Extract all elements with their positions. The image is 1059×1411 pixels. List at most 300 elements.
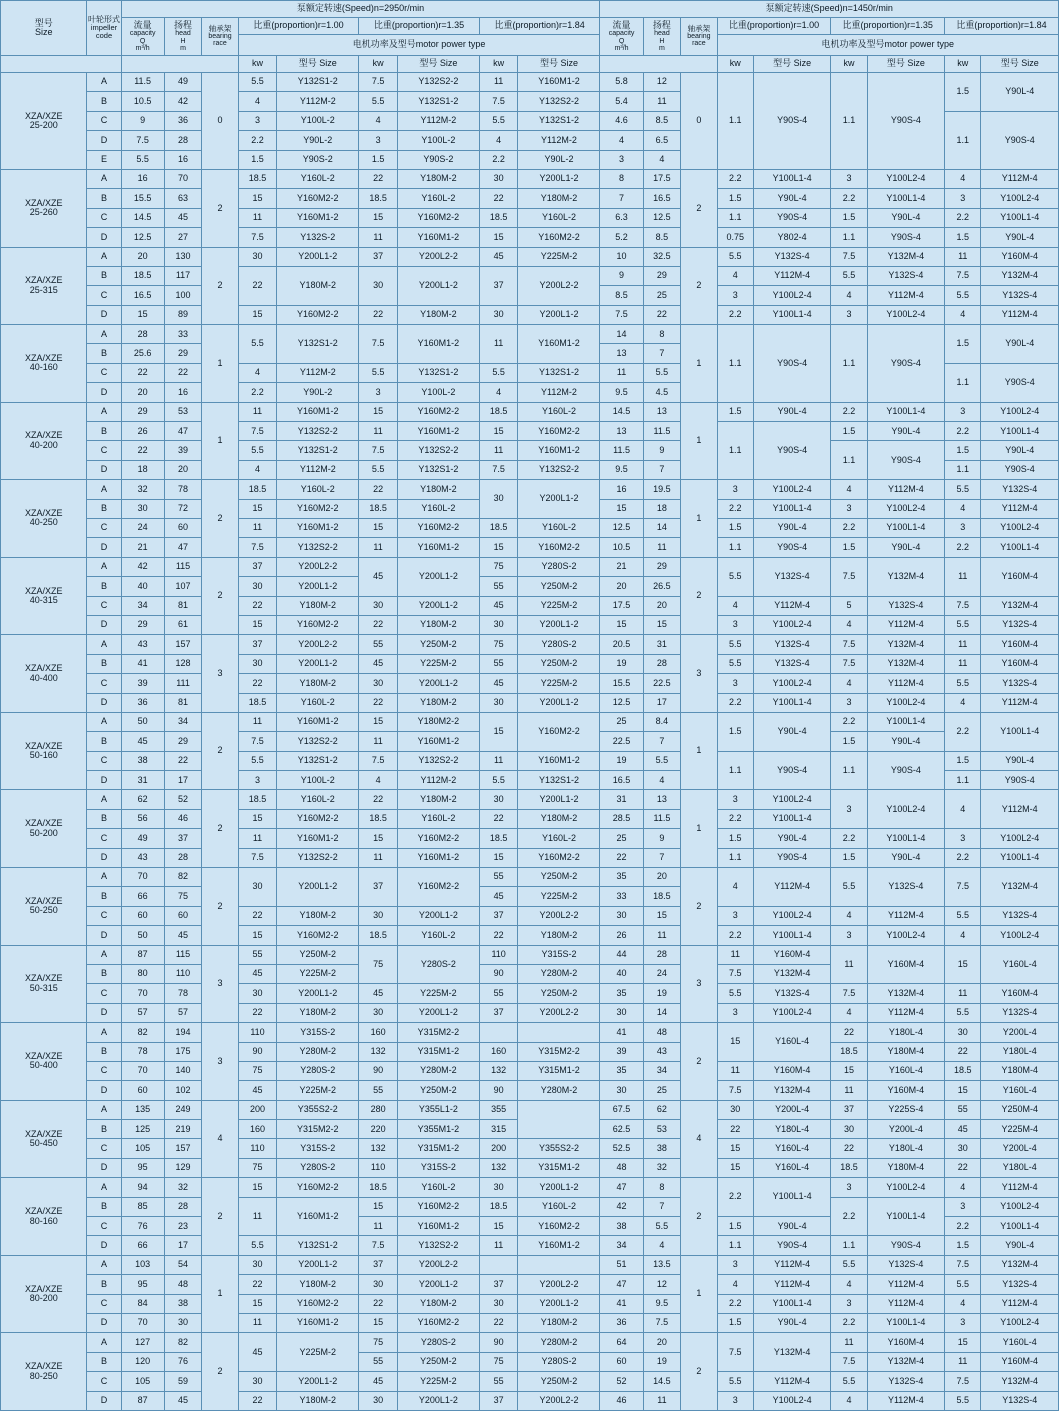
kw-r135-2950-cell: 3 [359,383,398,402]
motor-r184-1450-cell: Y132S-4 [981,286,1059,305]
motor-r100-2950-cell: Y225M-2 [277,1081,359,1100]
table-row [1,1023,1059,1042]
motor-r100-2950-cell: Y132S1-2 [277,441,359,460]
motor-r184-2950-cell: Y160M1-2 [518,73,600,92]
motor-r135-2950-cell: Y180M-2 [397,790,479,809]
kw-r184-2950-cell: 45 [479,596,518,615]
header-head-1 [164,18,202,56]
kw-r184-1450-cell: 5.5 [945,615,981,634]
header-head-en2: H [180,37,186,45]
flow-2950-cell: 11.5 [121,73,164,92]
pump-model-cell [1,635,87,713]
motor-r100-1450-cell: Y180L-4 [753,1120,830,1139]
pump-model-cell [1,1333,87,1411]
kw-r184-1450-cell: 4 [945,1294,981,1313]
head-2950-cell: 17 [164,1236,202,1255]
flow-1450-cell: 15 [600,615,643,634]
motor-r135-1450-cell: Y100L2-4 [867,693,944,712]
motor-r100-2950-cell: Y200L1-2 [277,1372,359,1391]
kw-r100-2950-cell: 15 [238,926,277,945]
motor-r135-2950-cell: Y160M1-2 [397,325,479,364]
motor-r135-2950-cell: Y180M-2 [397,169,479,188]
kw-r184-2950-cell: 132 [479,1061,518,1080]
flow-2950-cell: 18.5 [121,266,164,285]
motor-r184-2950-cell: Y160M1-2 [518,441,600,460]
head-2950-cell: 76 [164,1352,202,1371]
kw-r135-2950-cell: 55 [359,635,398,654]
kw-r135-2950-cell: 7.5 [359,441,398,460]
motor-r184-2950-cell: Y200L1-2 [518,305,600,324]
kw-r184-1450-cell: 4 [945,169,981,188]
bearing-2950-cell: 3 [202,635,238,713]
motor-r184-2950-cell: Y280S-2 [518,1352,600,1371]
kw-r100-2950-cell: 75 [238,1158,277,1177]
motor-r184-2950-cell: Y225M-2 [518,247,600,266]
motor-r184-1450-cell: Y160L-4 [981,1081,1059,1100]
head-2950-cell: 16 [164,150,202,169]
motor-r135-1450-cell: Y90S-4 [867,1236,944,1255]
motor-r135-1450-cell: Y100L2-4 [867,499,944,518]
table-row [1,906,1059,925]
pump-model-line: XZA/XZE [24,508,63,519]
kw-r135-2950-cell: 30 [359,906,398,925]
head-2950-cell: 45 [164,926,202,945]
motor-r135-1450-cell: Y132M-4 [867,635,944,654]
kw-r184-2950-cell: 30 [479,305,518,324]
header-head-en3: m [180,44,186,52]
bearing-2950-cell: 4 [202,1100,238,1178]
motor-r184-1450-cell: Y100L1-4 [981,848,1059,867]
kw-r100-2950-cell: 7.5 [238,538,277,557]
head-1450-cell: 26.5 [643,577,681,596]
kw-r135-2950-cell: 15 [359,1197,398,1216]
motor-r100-2950-cell: Y160M1-2 [277,208,359,227]
head-2950-cell: 110 [164,964,202,983]
flow-1450-cell: 36 [600,1314,643,1333]
motor-r184-2950-cell: Y180M-2 [518,1314,600,1333]
flow-1450-cell: 35 [600,868,643,887]
kw-r100-1450-cell: 1.5 [717,189,753,208]
table-row [1,1061,1059,1080]
head-2950-cell: 81 [164,693,202,712]
motor-r184-2950-cell: Y315M2-2 [518,1042,600,1061]
kw-r100-2950-cell: 110 [238,1023,277,1042]
motor-r100-2950-cell: Y100L-2 [277,771,359,790]
flow-1450-cell: 42 [600,1197,643,1216]
kw-r100-2950-cell: 15 [238,615,277,634]
kw-r184-1450-cell: 22 [945,1042,981,1061]
head-2950-cell: 28 [164,1197,202,1216]
header-speed-1450: 泵额定转速(Speed)n=1450r/min [600,1,1059,18]
kw-r135-1450-cell: 3 [831,169,867,188]
motor-r184-2950-cell: Y200L2-2 [518,906,600,925]
kw-r100-2950-cell: 22 [238,1275,277,1294]
flow-1450-cell: 46 [600,1391,643,1410]
motor-r184-1450-cell: Y90L-4 [981,1236,1059,1255]
flow-2950-cell: 9 [121,111,164,130]
head-1450-cell: 11 [643,926,681,945]
head-1450-cell: 7 [643,1197,681,1216]
kw-r100-2950-cell: 2.2 [238,131,277,150]
kw-r100-1450-cell: 1.5 [717,1314,753,1333]
motor-r100-1450-cell: Y100L2-4 [753,1391,830,1410]
flow-2950-cell: 84 [121,1294,164,1313]
head-2950-cell: 129 [164,1158,202,1177]
pump-model-line: 50-250 [29,905,58,916]
pump-model-line: XZA/XZE [24,585,63,596]
flow-2950-cell: 95 [121,1158,164,1177]
head-1450-cell: 19 [643,984,681,1003]
motor-r100-2950-cell: Y160M2-2 [277,305,359,324]
table-row [1,1275,1059,1294]
kw-r135-2950-cell: 220 [359,1120,398,1139]
head-1450-cell: 13 [643,790,681,809]
motor-r135-1450-cell: Y90L-4 [867,422,944,441]
header-impeller-cn: 叶轮形式 [87,14,120,24]
motor-r100-2950-cell: Y160L-2 [277,693,359,712]
motor-r100-2950-cell: Y200L2-2 [277,635,359,654]
motor-r184-1450-cell: Y100L2-4 [981,926,1059,945]
motor-r100-1450-cell: Y90S-4 [753,751,830,790]
kw-r184-1450-cell: 11 [945,557,981,596]
flow-1450-cell: 7.5 [600,305,643,324]
motor-r100-1450-cell: Y200L-4 [753,1100,830,1119]
motor-r100-2950-cell: Y200L1-2 [277,984,359,1003]
kw-r184-2950-cell: 37 [479,1275,518,1294]
motor-r184-1450-cell: Y90S-4 [981,111,1059,169]
flow-1450-cell: 34 [600,1236,643,1255]
pump-model-line: XZA/XZE [24,1128,63,1139]
head-2950-cell: 78 [164,480,202,499]
impeller-code-cell: D [87,693,121,712]
flow-2950-cell: 30 [121,499,164,518]
header-flow-2 [600,18,643,56]
impeller-code-cell: C [87,208,121,227]
flow-2950-cell: 60 [121,906,164,925]
kw-r100-2950-cell: 30 [238,247,277,266]
motor-r100-2950-cell: Y200L2-2 [277,557,359,576]
kw-r184-2950-cell: 37 [479,906,518,925]
table-row [1,1081,1059,1100]
head-1450-cell: 8 [643,325,681,344]
pump-model-cell [1,1023,87,1101]
kw-r184-1450-cell: 1.5 [945,325,981,364]
header-motor-power-a: 电机功率及型号motor power type [238,35,600,56]
kw-r135-1450-cell: 3 [831,1178,867,1197]
kw-r100-2950-cell: 4 [238,92,277,111]
impeller-code-cell: D [87,1391,121,1410]
header-head-2 [643,18,681,56]
motor-r100-2950-cell: Y160M2-2 [277,1294,359,1313]
head-2950-cell: 72 [164,499,202,518]
motor-r184-2950-cell: Y200L1-2 [518,1294,600,1313]
motor-r135-1450-cell: Y100L2-4 [867,305,944,324]
kw-r135-1450-cell: 1.5 [831,732,867,751]
motor-r184-1450-cell: Y132M-4 [981,266,1059,285]
kw-r135-1450-cell: 5.5 [831,868,867,907]
motor-r100-2950-cell: Y180M-2 [277,1275,359,1294]
motor-r184-2950-cell: Y180M-2 [518,809,600,828]
motor-r135-2950-cell: Y160M2-2 [397,208,479,227]
header-bearing-cn: 轴承架 [208,24,232,34]
kw-r184-2950-cell: 22 [479,189,518,208]
impeller-code-cell: E [87,150,121,169]
pump-model-cell [1,712,87,790]
kw-r100-2950-cell: 15 [238,1178,277,1197]
flow-1450-cell: 25 [600,712,643,731]
impeller-code-cell: B [87,654,121,673]
kw-r100-2950-cell: 15 [238,499,277,518]
head-1450-cell: 13.5 [643,1255,681,1274]
kw-r100-1450-cell: 11 [717,1061,753,1080]
motor-r135-2950-cell: Y315M1-2 [397,1139,479,1158]
kw-r184-2950-cell: 11 [479,1236,518,1255]
flow-2950-cell: 40 [121,577,164,596]
impeller-code-cell: C [87,363,121,382]
kw-r184-1450-cell: 11 [945,984,981,1003]
impeller-code-cell: B [87,422,121,441]
kw-r100-2950-cell: 18.5 [238,693,277,712]
kw-r135-1450-cell: 1.1 [831,228,867,247]
motor-r135-1450-cell: Y100L1-4 [867,829,944,848]
bearing-2950-cell: 2 [202,790,238,868]
header-ratio-135-a: 比重(proportion)r=1.35 [359,18,480,35]
pump-model-cell [1,325,87,403]
motor-r135-1450-cell: Y180M-4 [867,1042,944,1061]
header-bearing-cn-2: 轴承架 [687,24,711,34]
motor-r135-2950-cell: Y180M-2 [397,1294,479,1313]
kw-r135-2950-cell: 15 [359,518,398,537]
pump-model-line: 40-250 [29,517,58,528]
head-2950-cell: 23 [164,1217,202,1236]
table-row [1,266,1059,285]
kw-r135-1450-cell: 2.2 [831,1197,867,1236]
kw-r100-2950-cell: 11 [238,1197,277,1236]
kw-r135-1450-cell: 4 [831,615,867,634]
kw-r135-2950-cell: 11 [359,538,398,557]
flow-1450-cell: 9.5 [600,383,643,402]
kw-r100-1450-cell: 1.5 [717,518,753,537]
kw-r100-1450-cell: 5.5 [717,557,753,596]
kw-r135-2950-cell: 18.5 [359,499,398,518]
motor-r184-2950-cell: Y200L1-2 [518,169,600,188]
impeller-code-cell: C [87,1061,121,1080]
kw-r100-2950-cell: 5.5 [238,751,277,770]
motor-r135-2950-cell: Y160M2-2 [397,402,479,421]
table-row [1,868,1059,887]
motor-r135-1450-cell: Y112M-4 [867,480,944,499]
head-1450-cell: 5.5 [643,751,681,770]
motor-r184-2950-cell: Y160M1-2 [518,1236,600,1255]
flow-1450-cell: 13 [600,344,643,363]
kw-r135-1450-cell: 5 [831,596,867,615]
head-2950-cell: 194 [164,1023,202,1042]
motor-r184-1450-cell: Y132S-4 [981,1275,1059,1294]
motor-r100-2950-cell: Y280S-2 [277,1061,359,1080]
kw-r135-1450-cell: 2.2 [831,518,867,537]
kw-r100-1450-cell: 2.2 [717,1294,753,1313]
motor-r100-2950-cell: Y315S-2 [277,1139,359,1158]
pump-model-line: XZA/XZE [24,110,63,121]
flow-1450-cell: 4 [600,131,643,150]
motor-r100-1450-cell: Y160L-4 [753,1023,830,1062]
head-2950-cell: 53 [164,402,202,421]
head-2950-cell: 17 [164,771,202,790]
motor-r184-1450-cell: Y112M-4 [981,1294,1059,1313]
motor-r100-2950-cell: Y160M1-2 [277,1314,359,1333]
kw-r100-2950-cell: 45 [238,1333,277,1372]
table-row [1,1139,1059,1158]
pump-model-line: XZA/XZE [24,1361,63,1372]
flow-2950-cell: 29 [121,615,164,634]
motor-r135-2950-cell: Y132S1-2 [397,460,479,479]
kw-r100-2950-cell: 3 [238,111,277,130]
motor-r100-2950-cell: Y132S2-2 [277,422,359,441]
flow-2950-cell: 125 [121,1120,164,1139]
head-1450-cell: 62 [643,1100,681,1119]
kw-r184-1450-cell: 5.5 [945,906,981,925]
bearing-2950-cell: 1 [202,1255,238,1333]
kw-r100-1450-cell: 11 [717,945,753,964]
kw-r100-2950-cell: 5.5 [238,325,277,364]
flow-2950-cell: 14.5 [121,208,164,227]
kw-r184-2950-cell: 37 [479,1391,518,1410]
header-head-cn-2: 扬程 [652,19,671,30]
flow-2950-cell: 22 [121,441,164,460]
motor-r184-1450-cell: Y225M-4 [981,1120,1059,1139]
table-row [1,1352,1059,1371]
kw-r135-2950-cell: 22 [359,480,398,499]
table-row [1,926,1059,945]
flow-1450-cell: 39 [600,1042,643,1061]
bearing-1450-cell: 2 [681,1333,717,1411]
motor-r184-2950-cell: Y225M-2 [518,596,600,615]
motor-r135-1450-cell: Y180M-4 [867,1158,944,1177]
pump-model-line: XZA/XZE [24,740,63,751]
kw-r100-2950-cell: 45 [238,964,277,983]
motor-r100-2950-cell: Y280M-2 [277,1042,359,1061]
kw-r135-2950-cell: 45 [359,557,398,596]
flow-2950-cell: 28 [121,325,164,344]
kw-r100-2950-cell: 90 [238,1042,277,1061]
kw-r184-1450-cell: 1.5 [945,228,981,247]
kw-r184-2950-cell: 2.2 [479,150,518,169]
kw-r100-1450-cell: 7.5 [717,1081,753,1100]
flow-2950-cell: 103 [121,1255,164,1274]
head-2950-cell: 30 [164,1314,202,1333]
motor-r184-2950-cell: Y315M1-2 [518,1158,600,1177]
kw-r184-1450-cell: 4 [945,790,981,829]
flow-2950-cell: 87 [121,945,164,964]
kw-r184-1450-cell: 5.5 [945,286,981,305]
head-1450-cell: 22 [643,305,681,324]
motor-r100-2950-cell: Y200L1-2 [277,654,359,673]
flow-1450-cell: 44 [600,945,643,964]
motor-r100-2950-cell: Y180M-2 [277,906,359,925]
motor-r184-1450-cell: Y200L-4 [981,1139,1059,1158]
kw-r184-2950-cell: 30 [479,1294,518,1313]
flow-2950-cell: 120 [121,1352,164,1371]
motor-r100-1450-cell: Y90S-4 [753,73,830,170]
head-1450-cell: 7 [643,344,681,363]
kw-r100-1450-cell: 3 [717,1255,753,1274]
kw-r135-1450-cell: 5.5 [831,1372,867,1391]
bearing-2950-cell: 2 [202,1333,238,1411]
bearing-1450-cell: 2 [681,557,717,635]
kw-r135-1450-cell: 1.5 [831,848,867,867]
impeller-code-cell: A [87,402,121,421]
pump-model-line: XZA/XZE [24,973,63,984]
head-1450-cell: 9 [643,441,681,460]
motor-r135-2950-cell: Y112M-2 [397,111,479,130]
impeller-code-cell: B [87,266,121,285]
pump-model-line: 25-315 [29,284,58,295]
table-row [1,557,1059,576]
kw-r184-2950-cell: 11 [479,73,518,92]
motor-r100-1450-cell: Y100L1-4 [753,809,830,828]
motor-r135-1450-cell: Y100L1-4 [867,402,944,421]
kw-r135-2950-cell: 7.5 [359,325,398,364]
kw-r135-1450-cell: 2.2 [831,829,867,848]
table-row [1,751,1059,770]
motor-r184-1450-cell: Y90L-4 [981,228,1059,247]
head-1450-cell: 32 [643,1158,681,1177]
motor-r100-1450-cell: Y112M-4 [753,266,830,285]
motor-r135-1450-cell: Y90L-4 [867,538,944,557]
header-bearing-en1: bearing [208,33,232,41]
head-2950-cell: 38 [164,1294,202,1313]
impeller-code-cell: D [87,538,121,557]
flow-1450-cell: 10.5 [600,538,643,557]
motor-r184-1450-cell: Y100L1-4 [981,422,1059,441]
impeller-code-cell: D [87,305,121,324]
motor-r184-1450-cell: Y132S-4 [981,674,1059,693]
table-row [1,518,1059,537]
flow-2950-cell: 105 [121,1372,164,1391]
head-1450-cell: 8.5 [643,111,681,130]
flow-1450-cell: 26 [600,926,643,945]
motor-r100-2950-cell: Y90L-2 [277,131,359,150]
impeller-code-cell: D [87,1236,121,1255]
kw-r135-1450-cell: 1.1 [831,73,867,170]
kw-r184-1450-cell: 30 [945,1023,981,1042]
kw-r184-2950-cell: 18.5 [479,518,518,537]
kw-r135-2950-cell: 75 [359,945,398,984]
flow-1450-cell: 51 [600,1255,643,1274]
motor-r100-1450-cell: Y100L2-4 [753,790,830,809]
kw-r184-2950-cell: 90 [479,1081,518,1100]
kw-r100-2950-cell: 2.2 [238,383,277,402]
motor-r135-2950-cell: Y160M1-2 [397,422,479,441]
impeller-code-cell: A [87,868,121,887]
kw-r100-2950-cell: 30 [238,654,277,673]
header-kw-6: kw [945,56,981,73]
head-1450-cell: 5.5 [643,363,681,382]
motor-r100-2950-cell: Y180M-2 [277,674,359,693]
motor-r135-2950-cell: Y160L-2 [397,926,479,945]
pump-model-line: XZA/XZE [24,818,63,829]
motor-r135-2950-cell: Y160M2-2 [397,829,479,848]
flow-2950-cell: 22 [121,363,164,382]
motor-r100-2950-cell: Y280S-2 [277,1158,359,1177]
motor-r184-2950-cell: Y280M-2 [518,1333,600,1352]
motor-r184-2950-cell: Y160M2-2 [518,848,600,867]
head-2950-cell: 157 [164,635,202,654]
impeller-code-cell: C [87,596,121,615]
impeller-code-cell: B [87,1352,121,1371]
flow-1450-cell: 11 [600,363,643,382]
pump-model-line: 25-260 [29,207,58,218]
